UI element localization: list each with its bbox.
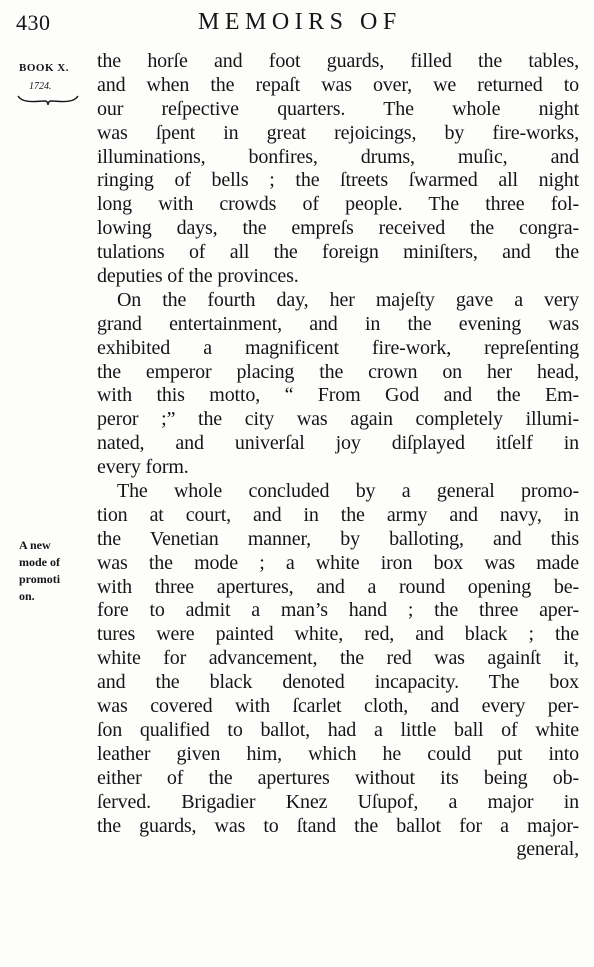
text-line: illuminations, bonfires, drums, muſic, and: [97, 145, 579, 168]
text-line: ſerved. Brigadier Knez Uſupof, a major in: [97, 790, 579, 813]
margin-note-line: on.: [19, 589, 35, 603]
margin-note-line: A new: [19, 538, 51, 552]
text-line: tion at court, and in the army and navy, in: [97, 503, 579, 526]
margin-book-label: BOOK X.: [19, 62, 69, 74]
text-line: our reſpective quarters. The whole night: [97, 97, 579, 120]
text-line: tures were painted white, red, and black ; the: [97, 623, 579, 646]
text-line: ſon qualified to ballot, had a little ball of white: [97, 718, 579, 741]
text-line: was covered with ſcarlet cloth, and every per-: [97, 695, 579, 718]
text-line: peror ;” the city was again completely illumi-: [97, 408, 579, 431]
text-line: and when the repaſt was over, we returned to: [97, 73, 579, 96]
margin-note: [19, 537, 84, 605]
margin-note-line: mode of: [19, 555, 60, 569]
text-line: and the black denoted incapacity. The box: [97, 671, 579, 694]
body-text: [97, 50, 579, 862]
text-line: was the mode ; a white iron box was made: [97, 551, 579, 574]
text-line: the horſe and foot guards, filled the tables,: [97, 50, 579, 72]
text-line: general,: [516, 838, 579, 861]
margin-note-line: promoti: [19, 572, 61, 586]
text-line: lowing days, the empreſs received the congra-: [97, 217, 579, 240]
text-line: tulations of all the foreign miniſters, and the: [97, 241, 579, 264]
text-line: ringing of bells ; the ſtreets ſwarmed all night: [97, 169, 579, 192]
text-line: The whole concluded by a general promo-: [117, 480, 579, 503]
text-line: leather given him, which he could put into: [97, 742, 579, 765]
text-line: nated, and univerſal joy diſplayed itſelf in: [97, 432, 579, 455]
margin-year: 1724.: [29, 81, 52, 92]
text-line: with three apertures, and a round opening be-: [97, 575, 579, 598]
text-line: white for advancement, the red was againſt it,: [97, 647, 579, 670]
page-number: 430: [16, 10, 51, 35]
text-line: the Venetian manner, by balloting, and this: [97, 527, 579, 550]
text-line: fore to admit a man’s hand ; the three aper-: [97, 599, 579, 622]
text-line: with this motto, “ From God and the Em-: [97, 384, 579, 407]
text-line: On the fourth day, her majeſty gave a very: [117, 288, 579, 311]
text-line: was ſpent in great rejoicings, by fire-works,: [97, 121, 579, 144]
text-line: exhibited a magnificent fire-work, repreſenting: [97, 336, 579, 359]
running-head: MEMOIRS OF: [198, 9, 402, 35]
text-line: deputies of the provinces.: [97, 265, 299, 288]
text-line: either of the apertures without its being ob-: [97, 766, 579, 789]
text-line: every form.: [97, 456, 189, 479]
text-line: the emperor placing the crown on her head,: [97, 360, 579, 383]
text-line: long with crowds of people. The three fol-: [97, 193, 579, 216]
text-line: grand entertainment, and in the evening was: [97, 312, 579, 335]
text-line: the guards, was to ſtand the ballot for a major-: [97, 814, 579, 837]
margin-brace: [17, 93, 79, 107]
